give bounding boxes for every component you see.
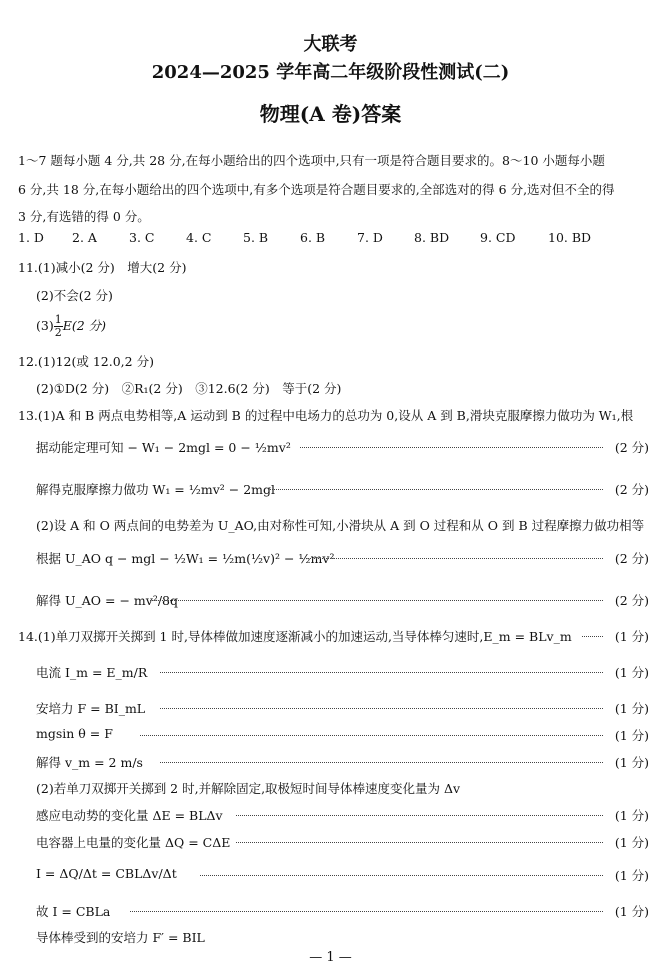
mc-answer: 10. BD — [548, 230, 592, 245]
mc-answer: 4. C — [186, 230, 212, 245]
mc-answer: 9. CD — [480, 230, 516, 245]
q14-line-6: (2)若单刀双掷开关掷到 2 时,并解除固定,取极短时间导体棒速度变化量为 Δv — [36, 781, 461, 796]
q14-step-3: 安培力 F = BI_mL (1 分) — [36, 701, 649, 716]
mc-answer: 6. B — [300, 230, 326, 245]
org-title: 大联考 — [303, 34, 358, 55]
q11-line-1: 11.(1)减小(2 分) 增大(2 分) — [18, 260, 187, 275]
q13-line-1: 13.(1)A 和 B 两点电势相等,A 运动到 B 的过程中电场力的总功为 0,设从 A 到 B,滑块克服摩擦力做功为 W₁,根 — [18, 408, 634, 423]
q14-step-10: 故 I = CBLa (1 分) — [36, 904, 649, 919]
q13-step-2: 据动能定理可知 − W₁ − 2mgl = 0 − ½mv² (2 分) — [36, 440, 649, 455]
page-number: — 1 — — [309, 950, 352, 965]
q13-step-3: 解得克服摩擦力做功 W₁ = ½mv² − 2mgl (2 分) — [36, 482, 649, 497]
q11-line-3: (3) $\frac{1}{2}$ E(2 分) — [36, 313, 107, 339]
q14-step-9: I = ΔQ/Δt = CBLΔv/Δt (1 分) — [36, 866, 649, 883]
q11-line-2: (2)不会(2 分) — [36, 288, 113, 303]
q13-step-6: 解得 U_AO = − mv²/8q (2 分) — [36, 593, 649, 608]
mc-answer: 3. C — [129, 230, 155, 245]
q14-line-11: 导体棒受到的安培力 F′ = BIL — [36, 930, 205, 945]
q12-line-1: 12.(1)12(或 12.0,2 分) — [18, 354, 154, 369]
fraction-half: $\frac{1}{2}$ — [54, 313, 62, 339]
instructions-line-3: 3 分,有选错的得 0 分。 — [18, 209, 150, 224]
subject-title: 物理(A 卷)答案 — [259, 102, 402, 126]
mc-answer: 5. B — [243, 230, 269, 245]
q14-step-7: 感应电动势的变化量 ΔE = BLΔv (1 分) — [36, 808, 649, 823]
q14-step-1: 14.(1)单刀双掷开关掷到 1 时,导体棒做加速度逐渐减小的加速运动,当导体棒匀速时,E_m = BLv_m (1 分) — [18, 629, 649, 644]
q14-step-2: 电流 I_m = E_m/R (1 分) — [36, 665, 649, 680]
q14-step-4: mgsin θ = F (1 分) — [36, 726, 649, 743]
q13-step-5: 根据 U_AO q − mgl − ½W₁ = ½m(½v)² − ½mv² (2 分) — [36, 551, 649, 566]
mc-answer: 8. BD — [414, 230, 450, 245]
exam-title: 2024—2025 学年高二年级阶段性测试(二) — [151, 62, 510, 83]
mc-answer: 2. A — [72, 230, 97, 245]
q13-line-4: (2)设 A 和 O 两点间的电势差为 U_AO,由对称性可知,小滑块从 A 到 O 过程和从 O 到 B 过程摩擦力做功相等 — [36, 518, 645, 533]
mc-answer: 7. D — [357, 230, 383, 245]
instructions-line-2: 6 分,共 18 分,在每小题给出的四个选项中,有多个选项是符合题目要求的,全部选对的得 6 分,选对但不全的得 — [18, 182, 615, 197]
mc-answer: 1. D — [18, 230, 44, 245]
q14-step-8: 电容器上电量的变化量 ΔQ = CΔE (1 分) — [36, 835, 649, 850]
instructions-line-1: 1～7 题每小题 4 分,共 28 分,在每小题给出的四个选项中,只有一项是符合题目要求的。8～10 小题每小题 — [18, 153, 605, 168]
q14-step-5: 解得 v_m = 2 m/s (1 分) — [36, 755, 649, 770]
q12-line-2: (2)①D(2 分) ②R₁(2 分) ③12.6(2 分) 等于(2 分) — [36, 381, 342, 396]
